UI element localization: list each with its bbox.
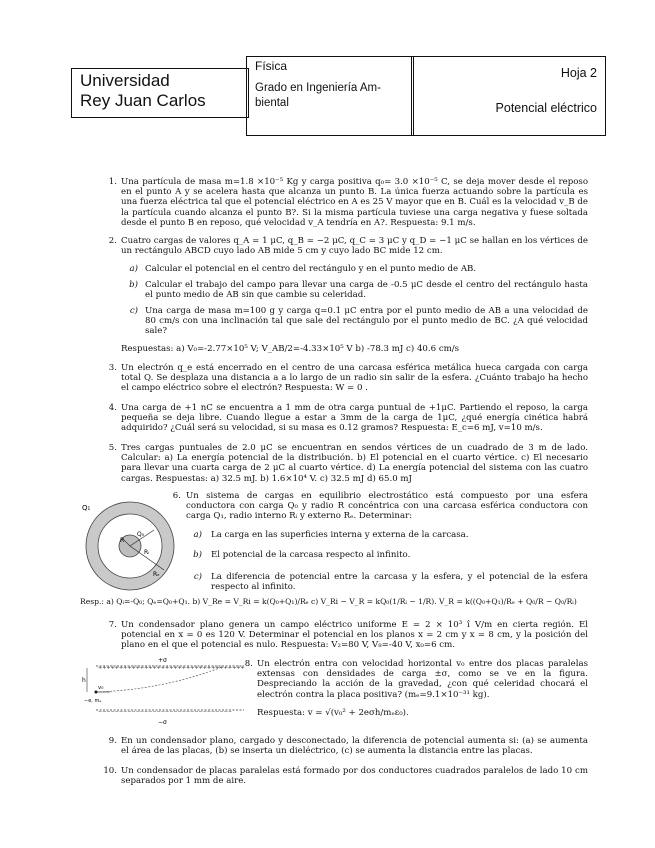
problem-10-text: Un condensador de placas paralelas está formado por dos conductores cuadrados paralelos de lado 10 cm separados por 1 mm de aire. [121, 766, 588, 787]
problem-6-text: Un sistema de cargas en equilibrio electrostático está compuesto por una esfera conductora con carga Q₀ y radio R concéntrica con una carcasa esférica conductora con carga Q₁, radio interno Rᵢ y externo Rₑ. Determinar: [186, 491, 588, 522]
problem-1-text: Una partícula de masa m=1.8 ×10⁻⁵ Kg y carga positiva q₀= 3.0 ×10⁻⁵ C, se deja mover desde el reposo en el punto A y se acelera hasta que alcanza un punto B. La única fuerza actuando sobre la partícula es una fuerza eléctrica tal que el potencial eléctrico en A es 25 V mayor que en B. Cuál es la velocidad v_B de la partícula cuando alcanza el punto B?. Si la misma partícula tuviese una carga negativa y fuese soltada desde el punto B en reposo, qué velocidad v_A tendría en A?. Respuesta: 9.1 m/s. [121, 177, 588, 228]
problem-6b-text: El potencial de la carcasa respecto al infinito. [211, 550, 411, 560]
university-name-line-1: Universidad [80, 71, 170, 90]
problem-6a-label: a) [193, 530, 202, 540]
problem-2b-text: Calcular el trabajo del campo para llevar una carga de -0.5 μC desde el centro del rectángulo hasta el punto medio de AB sin que cambie su celeridad. [145, 280, 588, 301]
problem-2c-label: c) [129, 306, 138, 316]
problem-2a-label: a) [129, 264, 138, 274]
problem-9-text: En un condensador plano, cargado y desconectado, la diferencia de potencial aumenta si: (a) se aumenta el área de las placas, (b) se inserta un dieléctrico, (c) se aumenta la distancia entre las placas. [121, 736, 588, 757]
fig-label-q0: Q₀ [137, 531, 145, 538]
problem-6b-label: b) [193, 550, 202, 560]
fig-label-minus-sigma: −σ [158, 719, 167, 726]
problem-6-number: 6. [172, 491, 181, 501]
problem-8-text: Un electrón entra con velocidad horizontal v₀ entre dos placas paralelas extensas con densidades de carga ±σ, como se ve en la figura. Despreciando la acción de la gravedad, ¿con qué celeridad chocará el electrón contra la placa positiva? (mₑ=9.1×10⁻³¹ kg). [257, 659, 588, 700]
course-degree-line-2: biental [255, 97, 289, 109]
problem-2c-text: Una carga de masa m=100 g y carga q=0.1 μC entra por el punto medio de AB a una velocidad de 80 cm/s con una inclinación tal que sale del rectángulo por el punto medio de BC. ¿A qué velocidad sale? [145, 306, 588, 337]
sheet-topic: Potencial eléctrico [495, 101, 597, 115]
fig-label-h: h [82, 677, 86, 684]
problem-4-text: Una carga de +1 nC se encuentra a 1 mm de otra carga puntual de +1μC. Partiendo el reposo, la carga pequeña se deja libre. Cuando llegue a estar a 3mm de la carga de 1μC, ¿qué energía cinética habrá adquirido? ¿Cuál será su velocidad, si su masa es 0.12 gramos? Respuesta: E_c=6 mJ, v=10 m/s. [121, 403, 588, 434]
problem-1-number: 1. [108, 177, 117, 187]
problem-6c-label: c) [193, 572, 202, 582]
fig-label-re: Rₑ [153, 571, 160, 578]
course-subject: Física [255, 59, 288, 73]
problem-2-answer: Respuestas: a) V₀=-2.77×10⁵ V; V_AB/2=-4.33×10⁵ V b) -78.3 mJ c) 40.6 cm/s [121, 344, 460, 354]
university-name-line-2: Rey Juan Carlos [80, 91, 206, 110]
fig-label-plus-sigma: +σ [158, 657, 167, 664]
problem-2b-label: b) [129, 280, 138, 290]
problem-2-number: 2. [108, 236, 117, 246]
fig-label-ri: Rᵢ [144, 549, 150, 556]
problem-3-number: 3. [108, 363, 117, 373]
fig-label-electron: −e, mₑ [84, 698, 102, 704]
parallel-plates-figure [82, 654, 252, 726]
problem-7-text: Un condensador plano genera un campo eléctrico uniforme E = 2 × 10³ î V/m en cierta región. El potencial en x = 0 es 120 V. Determinar el potencial en los planos x = 2 cm y x = 8 cm, y la posición del plano en el que el potencial es nulo. Respuesta: V₂=80 V, V₈=-40 V, x₀=6 cm. [121, 620, 588, 651]
problem-10-number: 10. [103, 766, 117, 776]
concentric-spheres-figure [80, 492, 176, 592]
problem-9-number: 9. [108, 736, 117, 746]
svg-text:−−−−−−−−−−−−−−−−−−−−−−−−−−−−−−: −−−−−−−−−−−−−−−−−−−−−−−−−−−−−−−− [98, 709, 233, 715]
problem-5-number: 5. [108, 443, 117, 453]
svg-text:++++++++++++++++++++++++++++++: +++++++++++++++++++++++++++++++++++ [98, 665, 245, 671]
problem-2a-text: Calcular el potencial en el centro del rectángulo y en el punto medio de AB. [145, 264, 477, 274]
problem-4-number: 4. [108, 403, 117, 413]
fig-label-q1: Q₁ [82, 504, 91, 512]
course-degree-line-1: Grado en Ingeniería Am- [255, 82, 381, 94]
problem-6a-text: La carga en las superficies interna y externa de la carcasa. [211, 530, 469, 540]
problem-2-text: Cuatro cargas de valores q_A = 1 μC, q_B = −2 μC, q_C = 3 μC y q_D = −1 μC se hallan en los vértices de un rectángulo ABCD cuyo lado AB mide 5 cm y cuyo lado BC mide 12 cm. [121, 236, 588, 257]
sheet-number: Hoja 2 [560, 66, 597, 80]
problem-6-answer: Resp.: a) Qᵢ=-Q₀; Qₑ=Q₀+Q₁. b) V_Re = V_Ri = k(Q₀+Q₁)/Rₑ c) V_Ri − V_R = kQ₀(1/Rᵢ − 1/R). V_R = k((Q₀+Q₁)/Rₑ + Q₀/R − Q₀/Rᵢ) [80, 597, 577, 606]
problem-7-number: 7. [108, 620, 117, 630]
fig-label-r: R [120, 537, 125, 544]
problem-8-number: 8. [244, 659, 253, 669]
problem-3-text: Un electrón q_e está encerrado en el centro de una carcasa esférica metálica hueca cargada con carga total Q. Se desplaza una distancia a a lo largo de un radio sin salir de la esfera. ¿Cuánto trabajo ha hecho el campo eléctrico sobre el electrón? Respuesta: W = 0 . [121, 363, 588, 394]
problem-6c-text: La diferencia de potencial entre la carcasa y la esfera, y el potencial de la esfera respecto al infinito. [211, 572, 588, 593]
fig-label-v0: v₀ [98, 685, 104, 691]
problem-8-answer: Respuesta: v = √(v₀² + 2eσh/mₑε₀). [257, 708, 409, 718]
problem-5-text: Tres cargas puntuales de 2.0 μC se encuentran en sendos vértices de un cuadrado de 3 m de lado. Calcular: a) La energía potencial de la distribución. b) El potencial en el cuarto vértice. c) El necesario para llevar una cuarta carga de 2 μC al cuarto vértice. d) La energía potencial del sistema con las cuatro cargas. Respuestas: a) 32.5 mJ. b) 1.6×10⁴ V. c) 32.5 mJ d) 65.0 mJ [121, 443, 588, 484]
